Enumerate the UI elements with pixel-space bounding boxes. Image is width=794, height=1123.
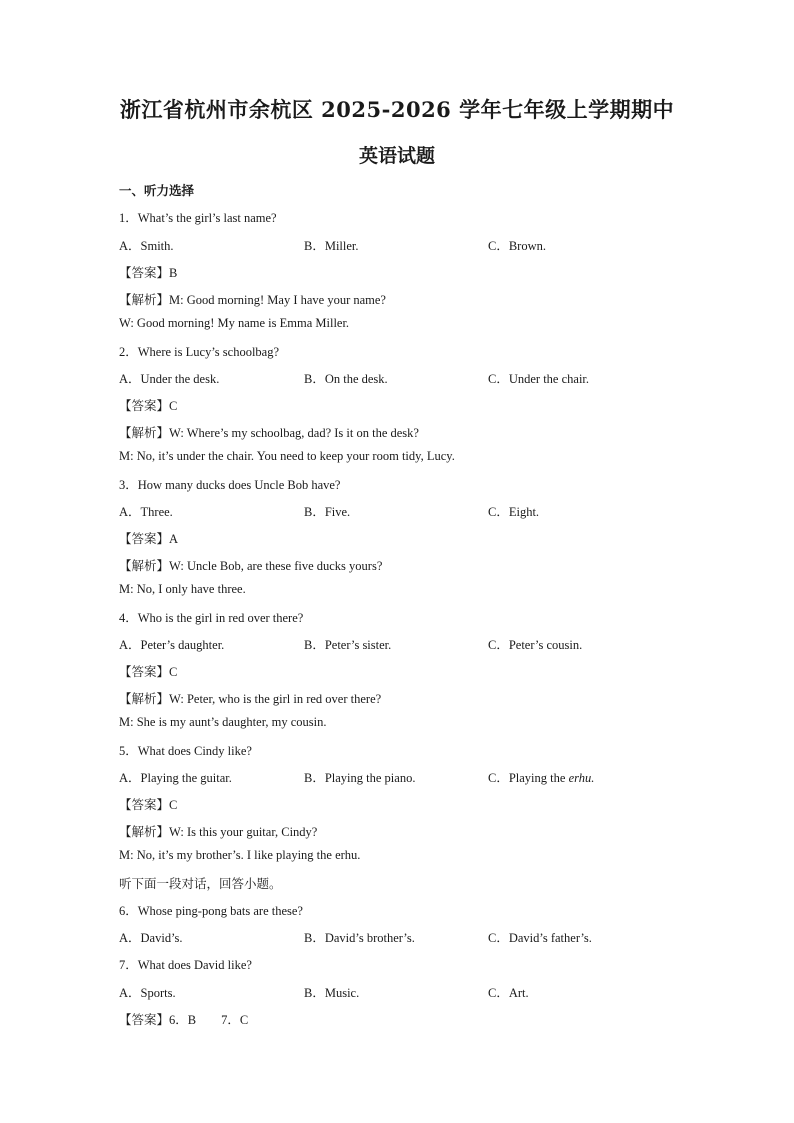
q6-option-a: A．David’s. (119, 931, 183, 945)
question-1: 1．What’s the girl’s last name? (119, 211, 277, 225)
q3-option-c: C．Eight. (488, 505, 540, 519)
q1-analysis-cont: W: Good morning! My name is Emma Miller. (119, 316, 350, 330)
q3-option-b: B．Five. (304, 505, 351, 519)
answer-tag: 【答案】 (119, 1012, 170, 1027)
answer-tag: 【答案】 (119, 398, 170, 413)
q5-analysis-cont: M: No, it’s my brother’s. I like playing the erhu. (119, 848, 361, 862)
q1-analysis (119, 290, 386, 308)
analysis-tag: 【解析】 (119, 824, 170, 839)
q3-answer (119, 529, 178, 547)
analysis-tag: 【解析】 (119, 425, 170, 440)
q5-option-a: A．Playing the guitar. (119, 771, 232, 785)
q4-option-c: C．Peter’s cousin. (488, 638, 583, 652)
q1-option-a: A．Smith. (119, 239, 174, 253)
q2-option-c: C．Under the chair. (488, 372, 590, 386)
q1-option-b: B．Miller. (304, 239, 359, 253)
exam-title-line2: 英语试题 (358, 145, 435, 167)
answer-tag: 【答案】 (119, 664, 170, 679)
q5-option-c-italic: erhu. (568, 771, 595, 785)
q3-analysis-cont: M: No, I only have three. (119, 582, 246, 596)
listening-instruction: 听下面一段对话，回答小题。 (119, 876, 282, 891)
answer-value: C (169, 665, 178, 679)
q4-option-a: A．Peter’s daughter. (119, 638, 225, 652)
q2-answer (119, 396, 177, 414)
q7-option-c: C．Art. (488, 986, 529, 1000)
answer-value: B (169, 266, 178, 280)
analysis-text: W: Where’s my schoolbag, dad? Is it on the desk? (169, 426, 419, 440)
answer-value: A (169, 532, 179, 546)
question-7: 7．What does David like? (119, 958, 252, 972)
analysis-tag: 【解析】 (119, 691, 170, 706)
section-heading: 一、听力选择 (119, 183, 195, 198)
q5-option-c-text: C．Playing the (488, 771, 569, 785)
q2-option-a: A．Under the desk. (119, 372, 220, 386)
question-6: 6．Whose ping-pong bats are these? (119, 904, 303, 918)
analysis-text: W: Is this your guitar, Cindy? (169, 825, 318, 839)
answer-tag: 【答案】 (119, 531, 170, 546)
analysis-text: W: Peter, who is the girl in red over there? (169, 692, 382, 706)
q4-analysis (119, 689, 381, 707)
q3-option-a: A．Three. (119, 505, 173, 519)
analysis-tag: 【解析】 (119, 558, 170, 573)
answer-tag: 【答案】 (119, 265, 170, 280)
q4-option-b: B．Peter’s sister. (304, 638, 392, 652)
answer-value: 6．B 7．C (169, 1013, 249, 1027)
q6-option-b: B．David’s brother’s. (304, 931, 415, 945)
q2-analysis (119, 423, 419, 441)
q4-answer (119, 662, 177, 680)
q4-analysis-cont: M: She is my aunt’s daughter, my cousin. (119, 715, 327, 729)
q2-option-b: B．On the desk. (304, 372, 388, 386)
answer-value: C (169, 798, 178, 812)
q6-option-c: C．David’s father’s. (488, 931, 592, 945)
q7-option-a: A．Sports. (119, 986, 176, 1000)
q5-option-b: B．Playing the piano. (304, 771, 416, 785)
q1-answer (119, 263, 177, 281)
q6-7-answer (119, 1010, 248, 1028)
question-5: 5．What does Cindy like? (119, 744, 252, 758)
q5-answer (119, 795, 177, 813)
answer-value: C (169, 399, 178, 413)
answer-tag: 【答案】 (119, 797, 170, 812)
analysis-text: W: Uncle Bob, are these five ducks yours? (169, 559, 383, 573)
analysis-text: M: Good morning! May I have your name? (169, 293, 386, 307)
q5-analysis (119, 822, 317, 840)
exam-title-line1: 浙江省杭州市余杭区 2025-2026 学年七年级上学期期中 (119, 97, 675, 122)
analysis-tag: 【解析】 (119, 292, 170, 307)
q5-option-c (488, 768, 594, 786)
question-3: 3．How many ducks does Uncle Bob have? (119, 478, 341, 492)
question-2: 2．Where is Lucy’s schoolbag? (119, 345, 280, 359)
q2-analysis-cont: M: No, it’s under the chair. You need to keep your room tidy, Lucy. (119, 449, 455, 463)
q1-option-c: C．Brown. (488, 239, 546, 253)
question-4: 4．Who is the girl in red over there? (119, 611, 304, 625)
q7-option-b: B．Music. (304, 986, 360, 1000)
q3-analysis (119, 556, 382, 574)
